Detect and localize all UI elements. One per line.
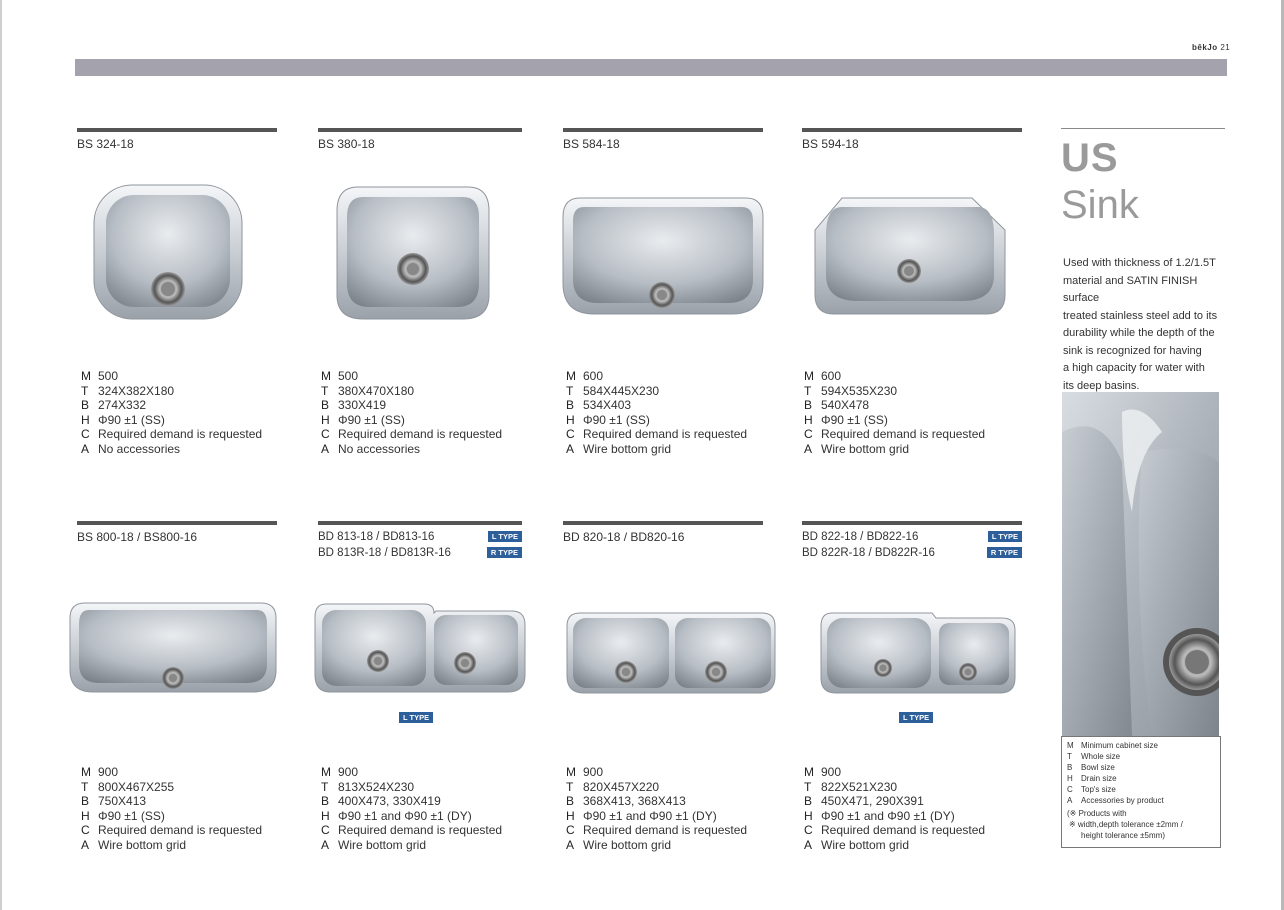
product-code: BS 594-18 bbox=[802, 137, 859, 151]
product-code: BS 380-18 bbox=[318, 137, 375, 151]
page-border-left bbox=[0, 0, 2, 910]
spec-b: 274X332 bbox=[98, 398, 147, 412]
spec-a: Wire bottom grid bbox=[583, 837, 672, 852]
legend-key: H bbox=[1067, 774, 1073, 783]
legend-value: Bowl size bbox=[1081, 763, 1115, 772]
specs-7: M 900 T 820X457X220 B 368X413, 368X413 H Φ90 ±1 and Φ90 ±1 (DY) C Required demand is requested A Wire bottom grid bbox=[566, 765, 748, 852]
brand-header bbox=[1192, 43, 1230, 52]
side-subtitle: Sink bbox=[1061, 183, 1139, 227]
product-col-5 bbox=[77, 521, 277, 545]
spec-h: Φ90 ±1 (SS) bbox=[338, 412, 405, 427]
spec-t: 813X524X230 bbox=[338, 779, 415, 794]
legend-note-1: (※ Products with bbox=[1067, 809, 1127, 818]
product-code: BS 800-18 / BS800-16 bbox=[77, 530, 198, 544]
spec-m: 500 bbox=[98, 369, 119, 383]
page-number: 21 bbox=[1220, 43, 1231, 52]
spec-m: 500 bbox=[338, 369, 359, 383]
spec-h: Φ90 ±1 (SS) bbox=[98, 808, 165, 823]
description-line: a high capacity for water with bbox=[1063, 362, 1205, 374]
legend-key: T bbox=[1067, 752, 1072, 761]
product-code bbox=[318, 529, 522, 545]
l-type-tag: L TYPE bbox=[488, 531, 522, 542]
spec-m: 600 bbox=[583, 369, 604, 383]
sink-image-bs380 bbox=[333, 183, 493, 323]
spec-c: Required demand is requested bbox=[821, 823, 986, 837]
side-rule bbox=[1061, 128, 1225, 129]
spec-b: 450X471, 290X391 bbox=[821, 794, 924, 808]
product-code-r: BD 813R-18 / BD813R-16 bbox=[318, 547, 451, 559]
sink-image-bd820 bbox=[564, 610, 778, 696]
product-col-8 bbox=[802, 521, 1022, 561]
spec-c: Required demand is requested bbox=[583, 823, 748, 837]
product-code bbox=[802, 529, 1022, 545]
spec-h: Φ90 ±1 and Φ90 ±1 (DY) bbox=[821, 808, 955, 823]
legend-box bbox=[1061, 736, 1221, 848]
legend-key: A bbox=[1067, 796, 1073, 805]
r-type-tag: R TYPE bbox=[987, 547, 1022, 558]
description-line: durability while the depth of the bbox=[1063, 327, 1215, 339]
legend-value: Minimum cabinet size bbox=[1081, 741, 1158, 750]
spec-a: No accessories bbox=[98, 441, 181, 456]
product-col-6 bbox=[318, 521, 522, 561]
spec-h: Φ90 ±1 and Φ90 ±1 (DY) bbox=[583, 808, 717, 823]
product-rule bbox=[77, 128, 277, 132]
spec-t: 324X382X180 bbox=[98, 383, 175, 398]
side-title: US bbox=[1061, 136, 1119, 180]
product-rule bbox=[563, 521, 763, 525]
product-code-r-row bbox=[318, 545, 522, 561]
product-code-l: BD 813-18 / BD813-16 bbox=[318, 531, 435, 543]
spec-b: 750X413 bbox=[98, 794, 147, 808]
product-rule bbox=[563, 128, 763, 132]
spec-h: Φ90 ±1 (SS) bbox=[583, 412, 650, 427]
sink-image-bd813 bbox=[312, 601, 528, 695]
spec-t: 800X467X255 bbox=[98, 779, 175, 794]
spec-b: 368X413, 368X413 bbox=[583, 794, 686, 808]
specs-4: M 600 T 594X535X230 B 540X478 H Φ90 ±1 (SS) C Required demand is requested A Wire bottom grid bbox=[804, 369, 986, 456]
sink-image-bs584 bbox=[560, 195, 766, 317]
description-line: its deep basins. bbox=[1063, 379, 1140, 392]
spec-m: 900 bbox=[583, 765, 604, 779]
specs-1: M 500 T 324X382X180 B 274X332 H Φ90 ±1 (SS) C Required demand is requested A No accessories bbox=[81, 369, 263, 456]
product-col-2 bbox=[318, 128, 522, 152]
product-code: BS 324-18 bbox=[77, 137, 134, 151]
legend-value: Whole size bbox=[1081, 752, 1121, 761]
legend-note-2: ※ width,depth tolerance ±2mm / bbox=[1069, 820, 1183, 829]
specs-6: M 900 T 813X524X230 B 400X473, 330X419 H Φ90 ±1 and Φ90 ±1 (DY) C Required demand is requested A Wire bottom grid bbox=[321, 765, 503, 852]
spec-m: 900 bbox=[338, 765, 359, 779]
product-col-1 bbox=[77, 128, 277, 152]
product-rule bbox=[318, 128, 522, 132]
specs-8: M 900 T 822X521X230 B 450X471, 290X391 H Φ90 ±1 and Φ90 ±1 (DY) C Required demand is requested A Wire bottom grid bbox=[804, 765, 986, 852]
brand-logo: bêkJo bbox=[1192, 43, 1218, 52]
product-rule bbox=[318, 521, 522, 525]
legend-key: C bbox=[1067, 785, 1073, 794]
spec-c: Required demand is requested bbox=[98, 823, 263, 837]
spec-a: No accessories bbox=[338, 441, 421, 456]
product-rule bbox=[802, 128, 1022, 132]
product-code-l: BD 822-18 / BD822-16 bbox=[802, 531, 919, 543]
legend-note-3: height tolerance ±5mm) bbox=[1081, 831, 1165, 840]
spec-h: Φ90 ±1 (SS) bbox=[821, 412, 888, 427]
spec-a: Wire bottom grid bbox=[821, 837, 910, 852]
spec-h: Φ90 ±1 and Φ90 ±1 (DY) bbox=[338, 808, 472, 823]
l-type-under-tag: L TYPE bbox=[899, 712, 933, 723]
spec-c: Required demand is requested bbox=[583, 427, 748, 441]
side-description bbox=[1063, 255, 1233, 395]
spec-b: 540X478 bbox=[821, 398, 870, 412]
description-line: treated stainless steel add to its bbox=[1063, 309, 1218, 322]
sink-image-bs800 bbox=[67, 600, 279, 695]
spec-a: Wire bottom grid bbox=[821, 441, 910, 456]
product-code: BD 820-18 / BD820-16 bbox=[563, 530, 685, 544]
specs-2: M 500 T 380X470X180 B 330X419 H Φ90 ±1 (SS) C Required demand is requested A No accessories bbox=[321, 369, 503, 456]
spec-a: Wire bottom grid bbox=[98, 837, 187, 852]
legend-key: B bbox=[1067, 763, 1073, 772]
spec-b: 534X403 bbox=[583, 398, 632, 412]
specs-5: M 900 T 800X467X255 B 750X413 H Φ90 ±1 (SS) C Required demand is requested A Wire bottom grid bbox=[81, 765, 263, 852]
product-col-4 bbox=[802, 128, 1022, 152]
spec-m: 600 bbox=[821, 369, 842, 383]
legend-key: M bbox=[1067, 741, 1074, 750]
legend-value: Drain size bbox=[1081, 774, 1117, 783]
spec-c: Required demand is requested bbox=[821, 427, 986, 441]
l-type-tag: L TYPE bbox=[988, 531, 1022, 542]
legend-value: Accessories by product bbox=[1081, 796, 1164, 805]
sink-image-bd822 bbox=[818, 610, 1018, 696]
spec-t: 380X470X180 bbox=[338, 383, 415, 398]
r-type-tag: R TYPE bbox=[487, 547, 522, 558]
product-col-7 bbox=[563, 521, 763, 545]
spec-a: Wire bottom grid bbox=[338, 837, 427, 852]
spec-t: 594X535X230 bbox=[821, 383, 898, 398]
product-code-r-row bbox=[802, 545, 1022, 561]
description-line: material and SATIN FINISH surface bbox=[1063, 274, 1198, 304]
spec-t: 820X457X220 bbox=[583, 779, 660, 794]
spec-c: Required demand is requested bbox=[338, 823, 503, 837]
spec-b: 330X419 bbox=[338, 398, 387, 412]
specs-3: M 600 T 584X445X230 B 534X403 H Φ90 ±1 (SS) C Required demand is requested A Wire bottom grid bbox=[566, 369, 748, 456]
spec-t: 822X521X230 bbox=[821, 779, 898, 794]
product-col-3 bbox=[563, 128, 763, 152]
l-type-under-tag: L TYPE bbox=[399, 712, 433, 723]
product-rule bbox=[802, 521, 1022, 525]
sink-image-bs324 bbox=[92, 183, 244, 321]
legend-value: Top's size bbox=[1081, 785, 1116, 794]
spec-m: 900 bbox=[821, 765, 842, 779]
spec-c: Required demand is requested bbox=[98, 427, 263, 441]
spec-c: Required demand is requested bbox=[338, 427, 503, 441]
top-bar bbox=[75, 59, 1227, 76]
spec-a: Wire bottom grid bbox=[583, 441, 672, 456]
description-line: sink is recognized for having bbox=[1063, 344, 1202, 357]
spec-t: 584X445X230 bbox=[583, 383, 660, 398]
spec-m: 900 bbox=[98, 765, 119, 779]
product-code-r: BD 822R-18 / BD822R-16 bbox=[802, 547, 935, 559]
spec-b: 400X473, 330X419 bbox=[338, 794, 441, 808]
description-line: Used with thickness of 1.2/1.5T bbox=[1063, 257, 1216, 269]
product-code: BS 584-18 bbox=[563, 137, 620, 151]
sink-closeup-photo bbox=[1062, 392, 1219, 736]
spec-h: Φ90 ±1 (SS) bbox=[98, 412, 165, 427]
sink-image-bs594 bbox=[812, 195, 1008, 317]
product-rule bbox=[77, 521, 277, 525]
